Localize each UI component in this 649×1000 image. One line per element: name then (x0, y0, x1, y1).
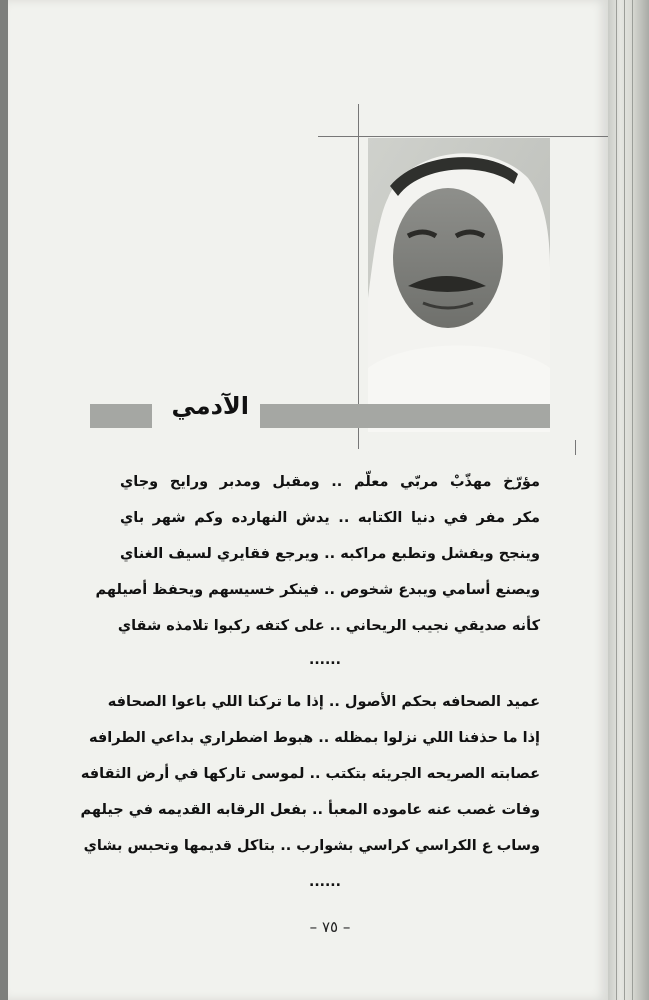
poem-line: مكر مفر في دنيا الكتابه .. يدش النهارده وكم شهر باي (120, 510, 540, 526)
poem-line: عصابته الصريحه الجريئه بتكتب .. لموسى تاركها في أرض الثقافه (80, 766, 540, 782)
poem-line: ويصنع أسامي ويبدع شخوص .. فينكر خسيسهم ويحفظ أصيلهم (95, 582, 540, 598)
poem-line: وينجح ويفشل وتطبع مراكبه .. ويرجع فقايري لسيف الغناي (120, 546, 540, 562)
page-number: – ٧٥ – (309, 918, 351, 936)
poem-line: وفات غصب عنه عاموده المعبأ .. بفعل الرقابه القديمه في جيلهم (80, 802, 540, 818)
frame-line-horizontal (318, 136, 608, 137)
frame-line-vertical (358, 104, 359, 449)
poem-line: مؤرّخ مهذّبْ مربّي معلّم .. ومقبل ومدبر ورايح وجاي (120, 474, 540, 490)
stanza-separator: ...... (309, 652, 341, 668)
page-edge-line (616, 0, 617, 1000)
page-edge-line (632, 0, 633, 1000)
portrait-illustration (368, 138, 550, 432)
poem-line: إذا ما حذفنا اللي نزلوا بمظله .. هبوط اضطراري بداعي الطرافه (88, 730, 540, 746)
poem-line: عميد الصحافه بحكم الأصول .. إذا ما تركنا اللي باعوا الصحافه (107, 694, 540, 710)
author-portrait (368, 138, 550, 432)
title-band-left (90, 404, 152, 428)
frame-line-small (575, 440, 576, 455)
poem-line: وساب ع الكراسي كراسي بشوارب .. بتاكل قديمها وتحبس بشاي (83, 838, 540, 854)
page-edge (608, 0, 649, 1000)
poem-line: كأنه صديقي نجيب الريحاني .. على كتفه ركبوا تلامذه شقاي (117, 618, 540, 634)
page-edge-line (624, 0, 625, 1000)
title-band-right (260, 404, 550, 428)
poem-title: الآدمي (171, 392, 249, 420)
stanza-separator: ...... (309, 874, 341, 890)
